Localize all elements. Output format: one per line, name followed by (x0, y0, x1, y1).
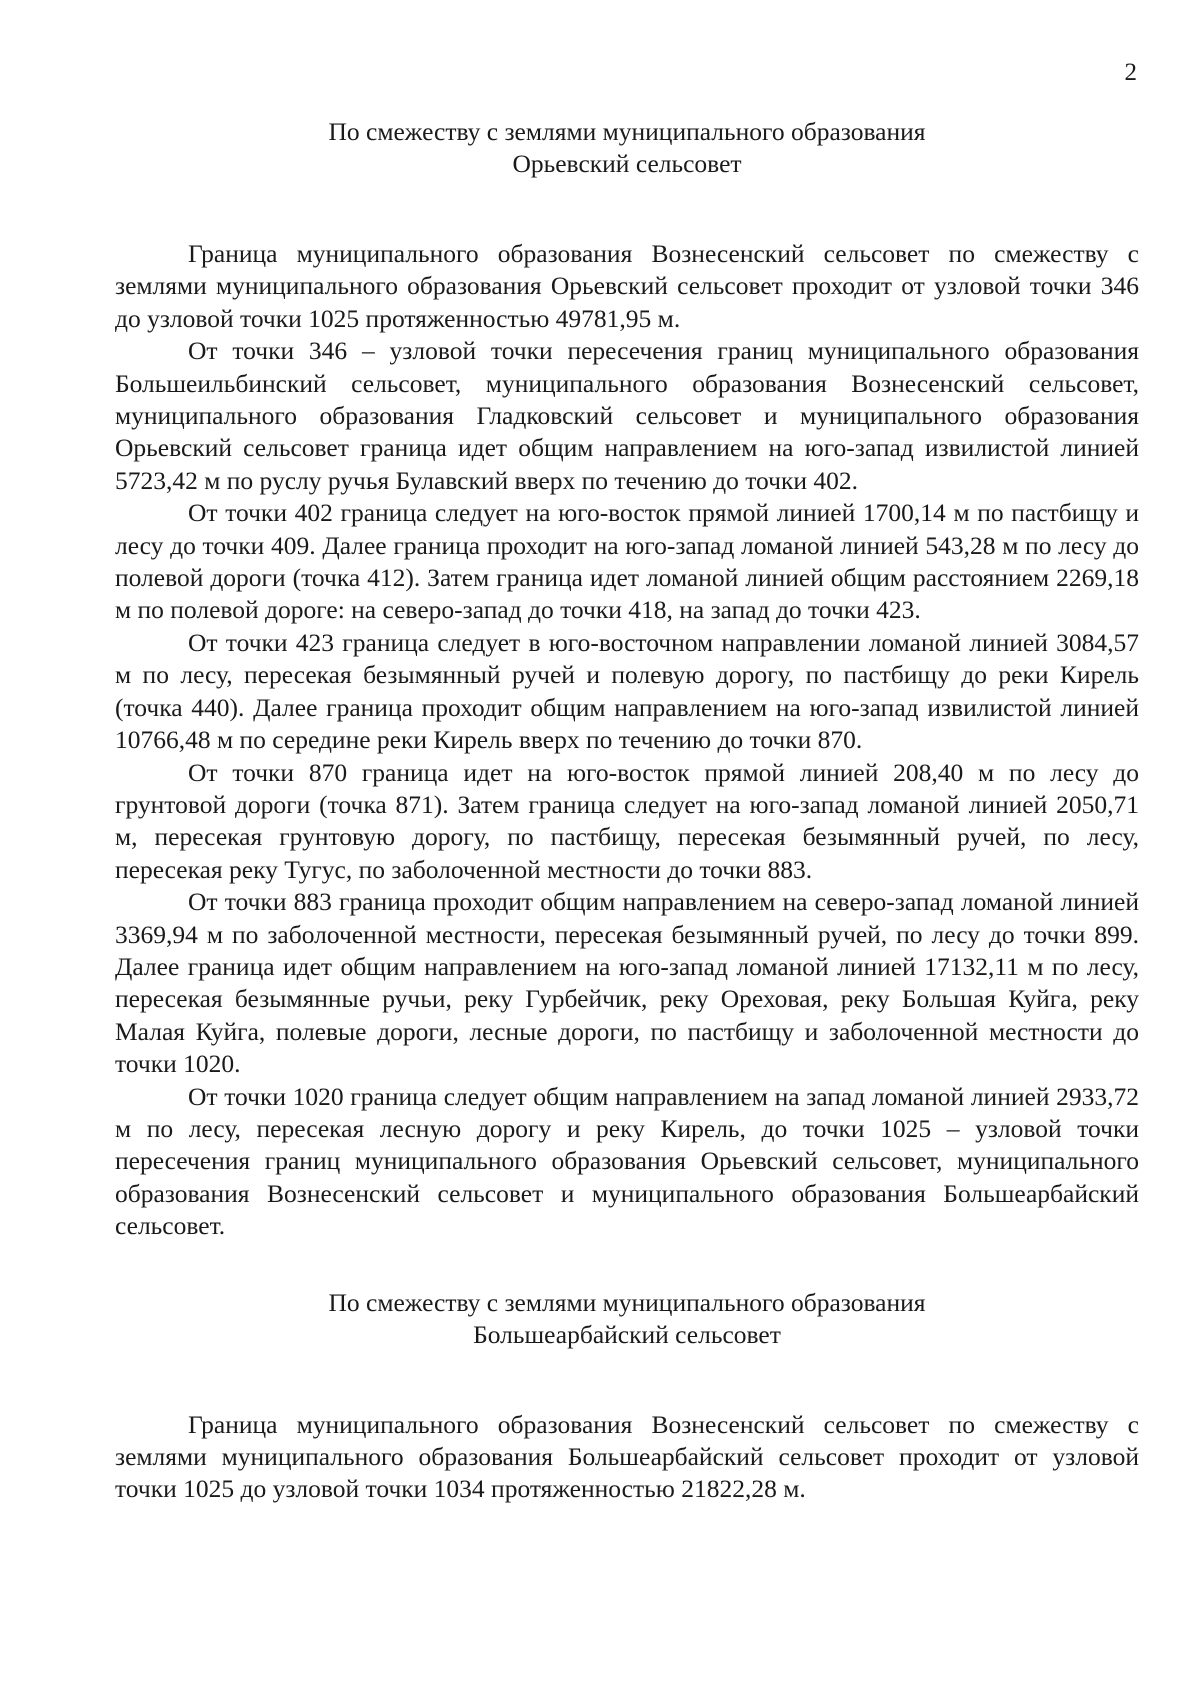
paragraph: От точки 883 граница проходит общим направлением на северо-запад ломаной линией 3369,94 м по заболоченной местности, пересекая безымянный ручей, по лесу до точки 899. Далее граница идет общим направлением на юго-запад ломаной линией 17132,11 м по лесу, пересекая безымянные ручьи, реку Гурбейчик, реку Ореховая, реку Большая Куйга, реку Малая Куйга, полевые дороги, лесные дороги, по пастбищу и заболоченной местности до точки 1020. (115, 887, 1139, 1079)
paragraph: От точки 423 граница следует в юго-восточном направлении ломаной линией 3084,57 м по лесу, пересекая безымянный ручей и полевую дорогу, по пастбищу до реки Кирель (точка 440). Далее граница проходит общим направлением на юго-запад извилистой линией 10766,48 м по середине реки Кирель вверх по течению до точки 870. (115, 627, 1139, 755)
paragraph: От точки 346 – узловой точки пересечения границ муниципального образования Большеильбинский сельсовет, муниципального образования Вознесенский сельсовет, муниципального образования Гладковский сельсовет и муниципального образования Орьевский сельсовет граница идет общим направлением на юго-запад извилистой линией 5723,42 м по руслу ручья Булавский вверх по течению до точки 402. (115, 336, 1139, 495)
paragraph: Граница муниципального образования Вознесенский сельсовет по смежеству с землями муниципального образования Орьевский сельсовет проходит от узловой точки 346 до узловой точки 1025 протяженностью 49781,95 м. (115, 239, 1139, 333)
section-heading-line2: Орьевский сельсовет (512, 149, 742, 178)
section-heading-bolshearbaysky (115, 1287, 1139, 1351)
document-body (115, 116, 1139, 1506)
paragraph: От точки 1020 граница следует общим направлением на запад ломаной линией 2933,72 м по лесу, пересекая лесную дорогу и реку Кирель, до точки 1025 – узловой точки пересечения границ муниципального образования Орьевский сельсовет, муниципального образования Вознесенский сельсовет и муниципального образования Большеарбайский сельсовет. (115, 1081, 1139, 1241)
section-heading-line2: Большеарбайский сельсовет (473, 1319, 781, 1349)
section-heading-line1: По смежеству с землями муниципального образования (328, 1287, 926, 1317)
paragraph: Граница муниципального образования Вознесенский сельсовет по смежеству с землями муниципального образования Большеарбайский сельсовет проходит от узловой точки 1025 до узловой точки 1034 протяженностью 21822,28 м. (115, 1409, 1139, 1504)
section-heading-orevsky (115, 116, 1139, 180)
section-heading-line1: По смежеству с землями муниципального образования (328, 117, 926, 146)
paragraph: От точки 870 граница идет на юго-восток прямой линией 208,40 м по лесу до грунтовой дороги (точка 871). Затем граница следует на юго-запад ломаной линией 2050,71 м, пересекая грунтовую дорогу, по пастбищу, пересекая безымянный ручей, по лесу, пересекая реку Тугус, по заболоченной местности до точки 883. (115, 757, 1139, 884)
page-number: 2 (1124, 59, 1137, 86)
paragraph: От точки 402 граница следует на юго-восток прямой линией 1700,14 м по пастбищу и лесу до точки 409. Далее граница проходит на юго-запад ломаной линией 543,28 м по лесу до полевой дороги (точка 412). Затем граница идет ломаной линией общим расстоянием 2269,18 м по полевой дороге: на северо-запад до точки 418, на запад до точки 423. (115, 498, 1139, 625)
